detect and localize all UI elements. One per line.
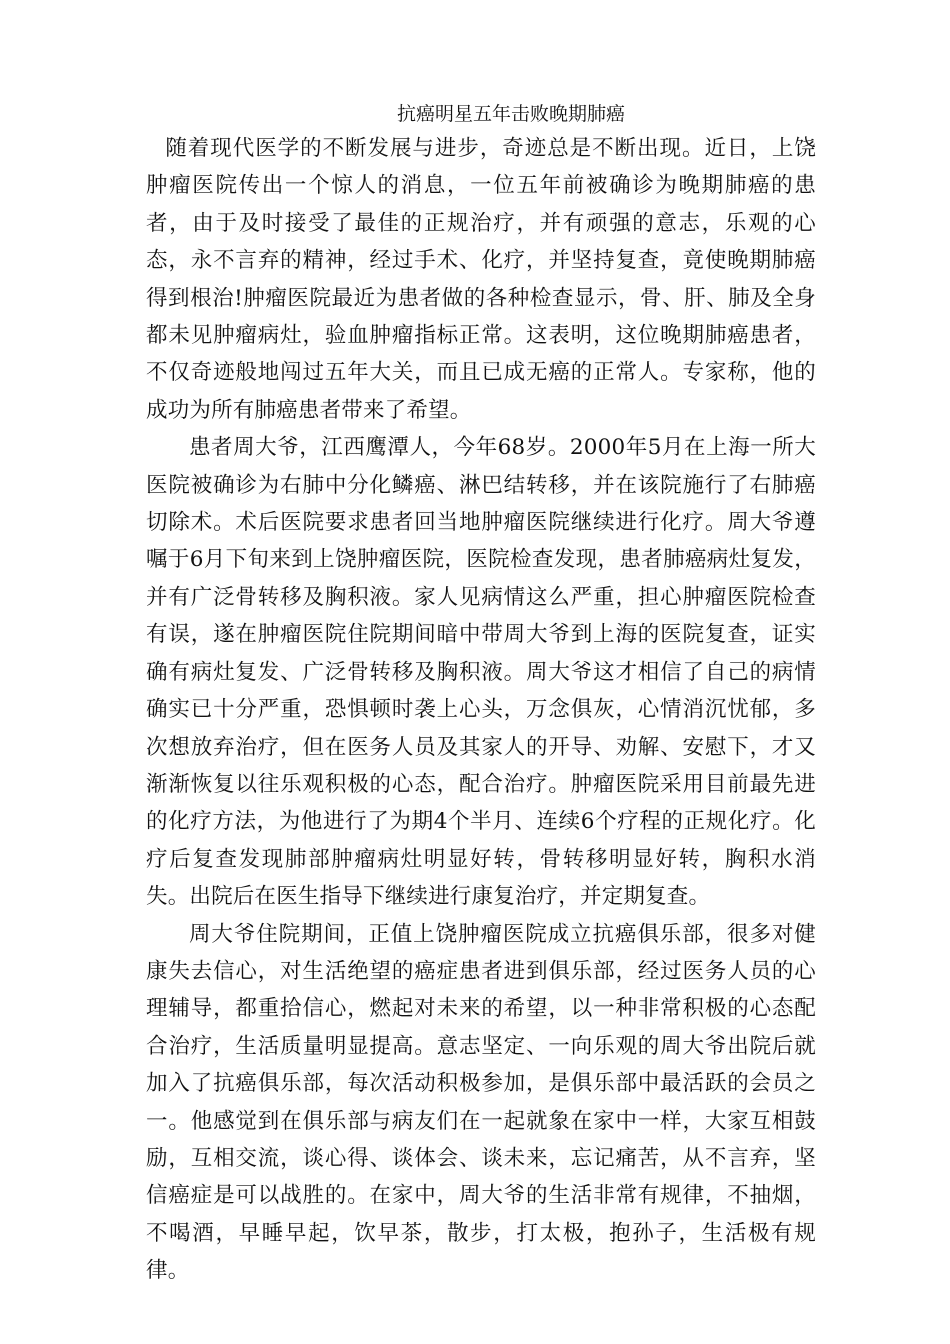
paragraph-anticancer-club: 周大爷住院期间，正值上饶肿瘤医院成立抗癌俱乐部，很多对健康失去信心，对生活绝望的癌症患者进到俱乐部，经过医务人员的心理辅导，都重拾信心，燃起对未来的希望，以一种非常积极的心态配合治疗，生活质量明显提高。意志坚定、一向乐观的周大爷出院后就加入了抗癌俱乐部，每次活动积极参加，是俱乐部中最活跃的会员之一。他感觉到在俱乐部与病友们在一起就象在家中一样，大家互相鼓励，互相交流，谈心得、谈体会、谈未来，忘记痛苦，从不言弃，坚信癌症是可以战胜的。在家中，周大爷的生活非常有规律，不抽烟，不喝酒，早睡早起，饮早茶，散步，打太极，抱孙子，生活极有规律。 [146, 921, 816, 1284]
paragraph-intro: 随着现代医学的不断发展与进步，奇迹总是不断出现。近日，上饶肿瘤医院传出一个惊人的消息，一位五年前被确诊为晚期肺癌的患者，由于及时接受了最佳的正规治疗，并有顽强的意志，乐观的心态，永不言弃的精神，经过手术、化疗，并坚持复查，竟使晚期肺癌得到根治!肿瘤医院最近为患者做的各种检查显示，骨、肝、肺及全身都未见肿瘤病灶，验血肿瘤指标正常。这表明，这位晚期肺癌患者，不仅奇迹般地闯过五年大关，而且已成无癌的正常人。专家称，他的成功为所有肺癌患者带来了希望。 [146, 136, 816, 423]
paragraph-patient-history: 患者周大爷，江西鹰潭人，今年68岁。2000年5月在上海一所大医院被确诊为右肺中分化鳞癌、淋巴结转移，并在该院施行了右肺癌切除术。术后医院要求患者回当地肿瘤医院继续进行化疗。周大爷遵嘱于6月下旬来到上饶肿瘤医院，医院检查发现，患者肺癌病灶复发，并有广泛骨转移及胸积液。家人见病情这么严重，担心肿瘤医院检查有误，遂在肿瘤医院住院期间暗中带周大爷到上海的医院复查，证实确有病灶复发、广泛骨转移及胸积液。周大爷这才相信了自己的病情确实已十分严重，恐惧顿时袭上心头，万念俱灰，心情消沉忧郁，多次想放弃治疗，但在医务人员及其家人的开导、劝解、安慰下，才又渐渐恢复以往乐观积极的心态，配合治疗。肿瘤医院采用目前最先进的化疗方法，为他进行了为期4个半月、连续6个疗程的正规化疗。化疗后复查发现肺部肿瘤病灶明显好转，骨转移明显好转，胸积水消失。出院后在医生指导下继续进行康复治疗，并定期复查。 [146, 435, 816, 910]
document-page [146, 98, 816, 1290]
document-title: 抗癌明星五年击败晚期肺癌 [396, 103, 625, 125]
